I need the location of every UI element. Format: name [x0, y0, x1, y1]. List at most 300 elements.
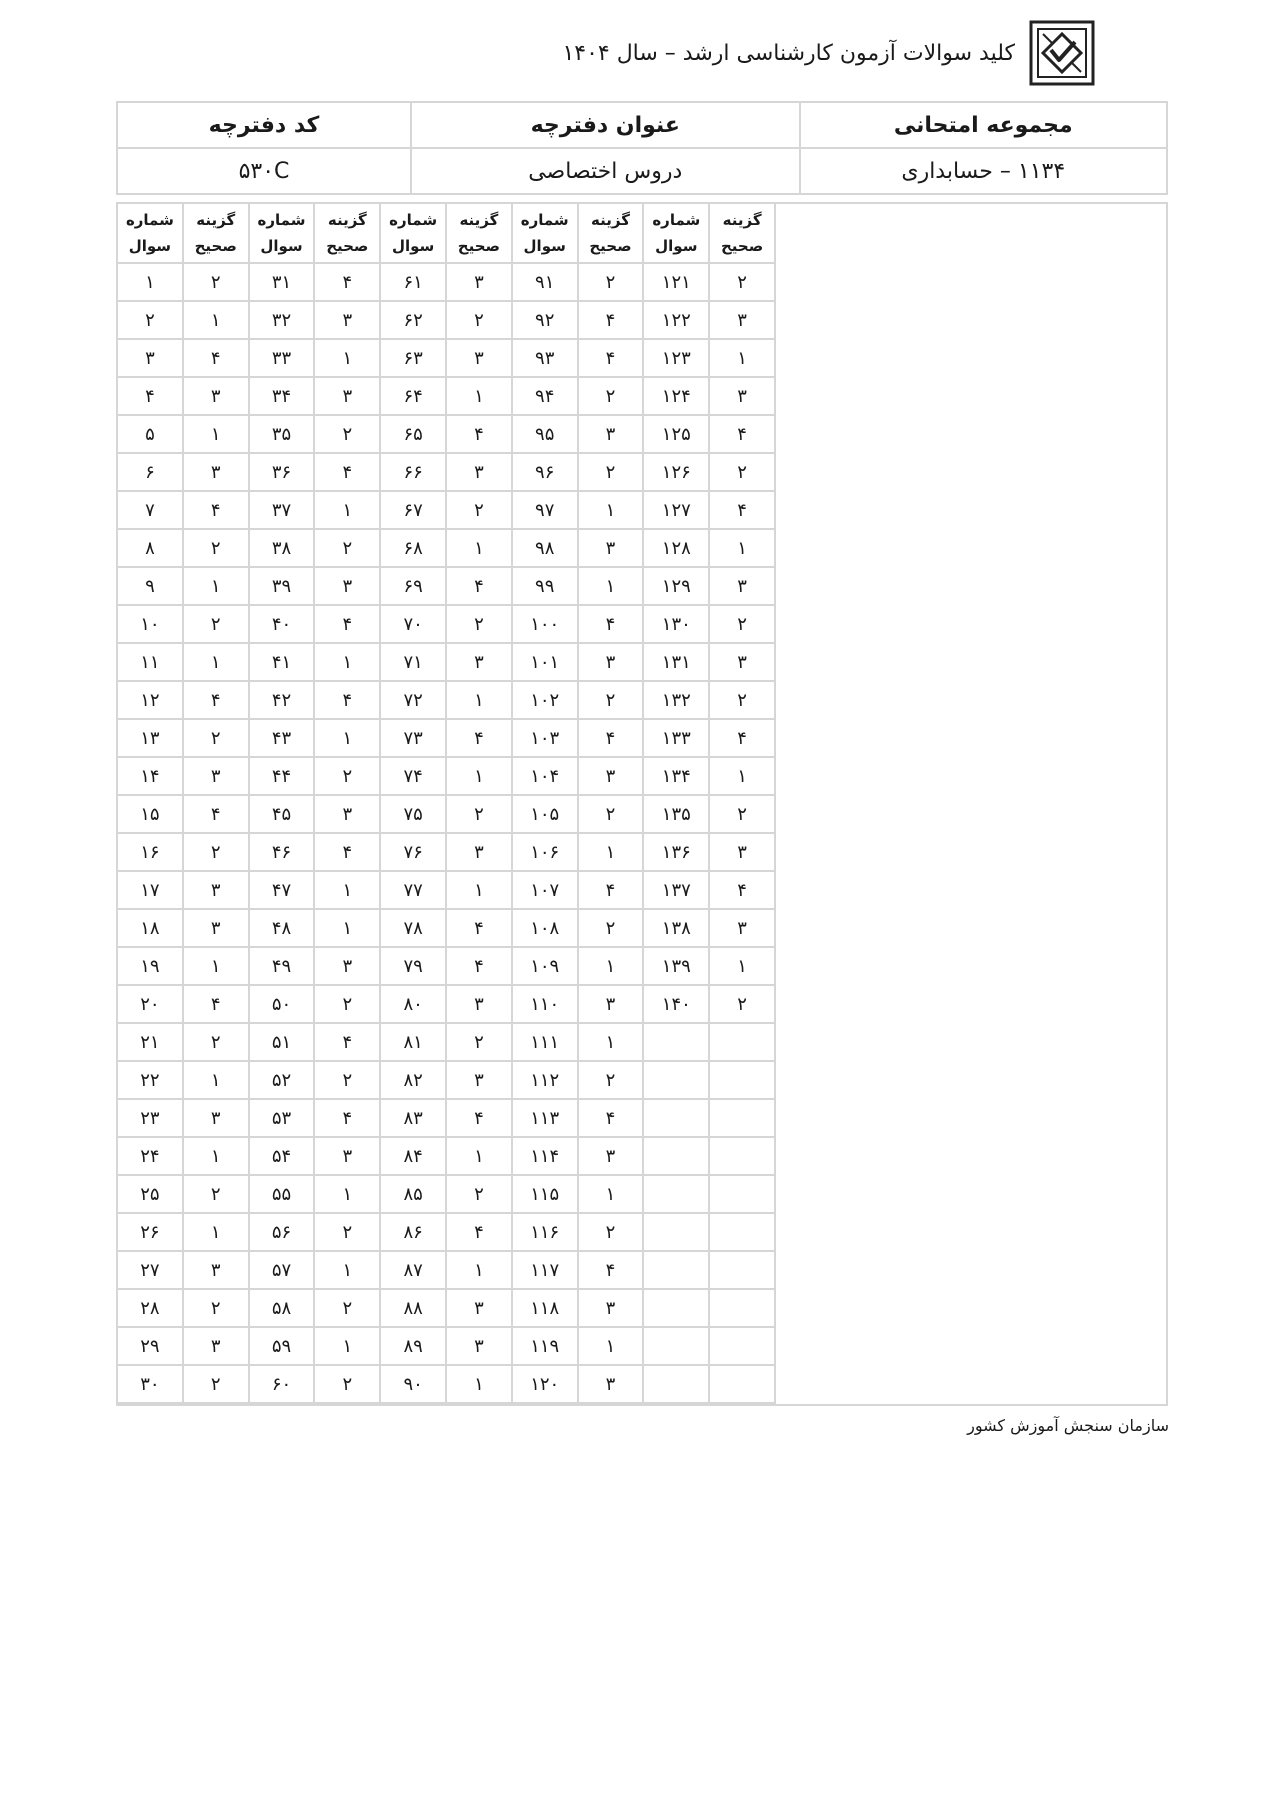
- question-number-cell: ۳۳: [249, 339, 315, 377]
- answer-cell: ۳: [709, 643, 775, 681]
- question-number-cell: ۵۳: [249, 1099, 315, 1137]
- question-col-header: شماره سوال: [512, 203, 578, 263]
- answer-col-header: گزینه صحیح: [183, 203, 249, 263]
- question-number-cell: ۹۸: [512, 529, 578, 567]
- question-number-cell: [643, 1289, 709, 1327]
- question-number-cell: ۱۲۴: [643, 377, 709, 415]
- answer-cell: ۱: [578, 1023, 644, 1061]
- answer-cell: ۳: [578, 415, 644, 453]
- answer-cell: ۴: [314, 681, 380, 719]
- question-number-cell: ۶۴: [380, 377, 446, 415]
- question-number-cell: ۷۸: [380, 909, 446, 947]
- answer-cell: ۱: [183, 301, 249, 339]
- answer-cell: ۲: [709, 985, 775, 1023]
- question-number-cell: ۷: [117, 491, 183, 529]
- table-row: [117, 681, 775, 719]
- answer-cell: ۲: [183, 1023, 249, 1061]
- answer-cell: ۴: [446, 415, 512, 453]
- question-number-cell: ۹۰: [380, 1365, 446, 1403]
- question-number-cell: ۱۲۰: [512, 1365, 578, 1403]
- question-number-cell: ۱۳۷: [643, 871, 709, 909]
- answer-cell: ۲: [183, 605, 249, 643]
- question-number-cell: ۶۹: [380, 567, 446, 605]
- answer-cell: ۱: [446, 1137, 512, 1175]
- answer-cell: ۴: [314, 263, 380, 301]
- question-number-cell: ۳۴: [249, 377, 315, 415]
- question-number-cell: ۷۴: [380, 757, 446, 795]
- booklet-title-value: دروس اختصاصی: [411, 148, 800, 194]
- question-number-cell: ۸۲: [380, 1061, 446, 1099]
- answer-cell: [709, 1137, 775, 1175]
- question-number-cell: ۱۱۴: [512, 1137, 578, 1175]
- answer-cell: ۴: [578, 1251, 644, 1289]
- answer-cell: ۱: [183, 567, 249, 605]
- answer-cell: ۲: [314, 1213, 380, 1251]
- answer-cell: ۳: [314, 947, 380, 985]
- question-col-header: شماره سوال: [380, 203, 446, 263]
- question-number-cell: ۹۳: [512, 339, 578, 377]
- table-row: [117, 871, 775, 909]
- question-number-cell: ۴۳: [249, 719, 315, 757]
- answer-cell: ۲: [183, 529, 249, 567]
- question-number-cell: ۵۵: [249, 1175, 315, 1213]
- answer-cell: ۲: [578, 681, 644, 719]
- question-number-cell: ۱۳۸: [643, 909, 709, 947]
- answer-cell: ۲: [709, 263, 775, 301]
- answer-cell: ۱: [183, 1061, 249, 1099]
- answer-cell: ۳: [314, 567, 380, 605]
- question-number-cell: ۳۸: [249, 529, 315, 567]
- table-row: [117, 605, 775, 643]
- answer-cell: ۴: [578, 605, 644, 643]
- question-number-cell: ۱۲: [117, 681, 183, 719]
- answer-cell: ۲: [578, 263, 644, 301]
- answer-cell: ۳: [183, 453, 249, 491]
- table-row: [117, 529, 775, 567]
- answer-cell: ۳: [578, 1365, 644, 1403]
- answer-cell: ۳: [183, 377, 249, 415]
- question-number-cell: ۴۰: [249, 605, 315, 643]
- table-row: [117, 1061, 775, 1099]
- question-number-cell: ۲۳: [117, 1099, 183, 1137]
- answer-cell: ۴: [183, 795, 249, 833]
- answer-cell: ۳: [578, 1289, 644, 1327]
- table-row: [117, 491, 775, 529]
- question-number-cell: ۱۸: [117, 909, 183, 947]
- question-number-cell: ۱۹: [117, 947, 183, 985]
- answer-cell: ۳: [446, 833, 512, 871]
- answer-cell: ۳: [709, 909, 775, 947]
- answer-cell: ۴: [314, 833, 380, 871]
- answer-cell: ۲: [578, 1061, 644, 1099]
- question-number-cell: ۷۷: [380, 871, 446, 909]
- answer-cell: ۴: [314, 605, 380, 643]
- answer-cell: ۴: [446, 1099, 512, 1137]
- table-row: [117, 1365, 775, 1403]
- question-number-cell: ۳۵: [249, 415, 315, 453]
- answer-cell: ۳: [446, 643, 512, 681]
- answer-cell: ۴: [446, 719, 512, 757]
- answer-cell: ۴: [314, 1023, 380, 1061]
- answer-cell: ۲: [446, 605, 512, 643]
- question-number-cell: ۱۳۲: [643, 681, 709, 719]
- booklet-code-header: کد دفترچه: [117, 102, 411, 148]
- answer-key-body: [117, 263, 775, 1403]
- table-row: [117, 1289, 775, 1327]
- answer-cell: ۲: [446, 301, 512, 339]
- answer-cell: ۱: [446, 377, 512, 415]
- answer-cell: ۱: [709, 529, 775, 567]
- answer-cell: ۳: [314, 301, 380, 339]
- question-number-cell: ۱۰۳: [512, 719, 578, 757]
- question-number-cell: ۸۴: [380, 1137, 446, 1175]
- table-row: [117, 453, 775, 491]
- answer-cell: ۳: [446, 1061, 512, 1099]
- answer-cell: ۴: [578, 301, 644, 339]
- question-number-cell: ۸۳: [380, 1099, 446, 1137]
- question-number-cell: ۸۷: [380, 1251, 446, 1289]
- question-number-cell: ۲: [117, 301, 183, 339]
- answer-key-header-row: [117, 203, 775, 263]
- info-header-row: [117, 102, 1167, 148]
- question-number-cell: ۱۳: [117, 719, 183, 757]
- answer-cell: ۲: [183, 833, 249, 871]
- answer-cell: ۴: [578, 719, 644, 757]
- exam-info-table: [116, 101, 1168, 195]
- page-title: کلید سوالات آزمون کارشناسی ارشد – سال ۱۴۰۴: [562, 40, 1015, 66]
- question-number-cell: ۵۰: [249, 985, 315, 1023]
- question-number-cell: ۱۲۵: [643, 415, 709, 453]
- question-col-header: شماره سوال: [249, 203, 315, 263]
- question-number-cell: ۴۲: [249, 681, 315, 719]
- answer-cell: ۱: [183, 1213, 249, 1251]
- answer-cell: ۴: [709, 491, 775, 529]
- question-number-cell: ۹۴: [512, 377, 578, 415]
- exam-group-value: ۱۱۳۴ – حسابداری: [800, 148, 1168, 194]
- answer-cell: ۳: [314, 795, 380, 833]
- footer-org: سازمان سنجش آموزش کشور: [967, 1416, 1169, 1435]
- question-number-cell: ۳۶: [249, 453, 315, 491]
- table-row: [117, 1213, 775, 1251]
- question-number-cell: ۵۸: [249, 1289, 315, 1327]
- answer-cell: ۱: [314, 1175, 380, 1213]
- answer-cell: ۳: [446, 1327, 512, 1365]
- answer-cell: ۲: [183, 263, 249, 301]
- question-number-cell: ۲۸: [117, 1289, 183, 1327]
- question-number-cell: ۱۰۶: [512, 833, 578, 871]
- answer-cell: ۲: [709, 453, 775, 491]
- answer-cell: ۲: [314, 415, 380, 453]
- answer-cell: ۱: [709, 339, 775, 377]
- table-row: [117, 1251, 775, 1289]
- answer-cell: ۱: [446, 681, 512, 719]
- answer-cell: ۴: [183, 339, 249, 377]
- answer-cell: [709, 1327, 775, 1365]
- question-number-cell: ۹۵: [512, 415, 578, 453]
- answer-cell: ۳: [183, 1327, 249, 1365]
- question-number-cell: ۱۲۹: [643, 567, 709, 605]
- question-number-cell: ۱۳۹: [643, 947, 709, 985]
- question-number-cell: ۱۱۸: [512, 1289, 578, 1327]
- answer-cell: ۳: [578, 757, 644, 795]
- answer-cell: ۱: [446, 757, 512, 795]
- answer-cell: ۲: [183, 719, 249, 757]
- answer-cell: ۳: [314, 1137, 380, 1175]
- question-number-cell: ۵: [117, 415, 183, 453]
- answer-cell: ۱: [578, 567, 644, 605]
- answer-cell: ۱: [314, 719, 380, 757]
- question-number-cell: ۱۱: [117, 643, 183, 681]
- question-number-cell: ۱۳۵: [643, 795, 709, 833]
- question-number-cell: ۱۲۸: [643, 529, 709, 567]
- answer-cell: ۴: [446, 567, 512, 605]
- table-row: [117, 415, 775, 453]
- question-number-cell: ۱: [117, 263, 183, 301]
- question-number-cell: ۱۳۱: [643, 643, 709, 681]
- table-row: [117, 1137, 775, 1175]
- question-number-cell: [643, 1213, 709, 1251]
- question-number-cell: ۱۳۰: [643, 605, 709, 643]
- question-col-header: شماره سوال: [643, 203, 709, 263]
- table-row: [117, 947, 775, 985]
- question-number-cell: ۱۶: [117, 833, 183, 871]
- answer-cell: ۳: [709, 833, 775, 871]
- question-number-cell: ۹۱: [512, 263, 578, 301]
- answer-cell: ۲: [709, 605, 775, 643]
- answer-cell: ۳: [709, 567, 775, 605]
- question-number-cell: ۴۵: [249, 795, 315, 833]
- answer-cell: ۴: [709, 871, 775, 909]
- answer-cell: ۴: [183, 491, 249, 529]
- question-number-cell: [643, 1365, 709, 1403]
- answer-col-header: گزینه صحیح: [709, 203, 775, 263]
- question-number-cell: [643, 1327, 709, 1365]
- answer-cell: ۱: [446, 529, 512, 567]
- answer-cell: [709, 1289, 775, 1327]
- answer-cell: [709, 1251, 775, 1289]
- question-number-cell: [643, 1099, 709, 1137]
- answer-cell: ۱: [314, 1251, 380, 1289]
- question-number-cell: ۷۶: [380, 833, 446, 871]
- answer-cell: ۳: [183, 871, 249, 909]
- table-row: [117, 757, 775, 795]
- question-number-cell: ۴۹: [249, 947, 315, 985]
- answer-cell: ۱: [183, 643, 249, 681]
- question-number-cell: ۹۷: [512, 491, 578, 529]
- answer-cell: ۱: [709, 947, 775, 985]
- answer-cell: ۱: [578, 1327, 644, 1365]
- answer-cell: [709, 1023, 775, 1061]
- question-number-cell: ۲۱: [117, 1023, 183, 1061]
- question-number-cell: ۳۷: [249, 491, 315, 529]
- question-number-cell: ۵۶: [249, 1213, 315, 1251]
- question-number-cell: ۸۰: [380, 985, 446, 1023]
- question-number-cell: ۹: [117, 567, 183, 605]
- answer-cell: ۱: [446, 871, 512, 909]
- answer-cell: ۲: [578, 909, 644, 947]
- question-number-cell: ۱۷: [117, 871, 183, 909]
- answer-cell: ۳: [578, 643, 644, 681]
- answer-cell: ۳: [578, 529, 644, 567]
- table-row: [117, 985, 775, 1023]
- answer-cell: ۱: [578, 833, 644, 871]
- question-number-cell: ۱۲۷: [643, 491, 709, 529]
- answer-cell: ۲: [578, 377, 644, 415]
- question-number-cell: ۱۱۳: [512, 1099, 578, 1137]
- answer-cell: ۲: [446, 491, 512, 529]
- table-row: [117, 1099, 775, 1137]
- question-number-cell: ۶۲: [380, 301, 446, 339]
- question-number-cell: ۸۹: [380, 1327, 446, 1365]
- question-number-cell: ۱۰۵: [512, 795, 578, 833]
- question-number-cell: ۶۰: [249, 1365, 315, 1403]
- answer-cell: ۱: [446, 1365, 512, 1403]
- question-number-cell: ۷۹: [380, 947, 446, 985]
- question-number-cell: ۱۱۱: [512, 1023, 578, 1061]
- question-number-cell: ۴۶: [249, 833, 315, 871]
- answer-cell: ۲: [578, 1213, 644, 1251]
- answer-cell: ۲: [183, 1175, 249, 1213]
- question-number-cell: ۸۵: [380, 1175, 446, 1213]
- answer-cell: ۱: [446, 1251, 512, 1289]
- question-number-cell: ۵۷: [249, 1251, 315, 1289]
- question-number-cell: ۱۴۰: [643, 985, 709, 1023]
- answer-cell: [709, 1365, 775, 1403]
- answer-cell: ۳: [578, 1137, 644, 1175]
- info-value-row: [117, 148, 1167, 194]
- question-number-cell: [643, 1251, 709, 1289]
- table-row: [117, 643, 775, 681]
- answer-cell: [709, 1099, 775, 1137]
- answer-cell: ۱: [578, 947, 644, 985]
- answer-cell: ۲: [446, 795, 512, 833]
- answer-cell: ۲: [709, 681, 775, 719]
- table-row: [117, 909, 775, 947]
- answer-cell: ۴: [446, 1213, 512, 1251]
- table-row: [117, 719, 775, 757]
- answer-cell: ۳: [446, 263, 512, 301]
- question-col-header: شماره سوال: [117, 203, 183, 263]
- question-number-cell: ۱۱۵: [512, 1175, 578, 1213]
- question-number-cell: ۶۱: [380, 263, 446, 301]
- answer-cell: ۲: [446, 1023, 512, 1061]
- answer-cell: ۴: [446, 947, 512, 985]
- question-number-cell: ۲۴: [117, 1137, 183, 1175]
- question-number-cell: [643, 1137, 709, 1175]
- answer-key-table: [116, 202, 776, 1404]
- question-number-cell: ۴۴: [249, 757, 315, 795]
- answer-col-header: گزینه صحیح: [578, 203, 644, 263]
- question-number-cell: ۴۷: [249, 871, 315, 909]
- answer-cell: ۱: [314, 339, 380, 377]
- question-number-cell: ۳۹: [249, 567, 315, 605]
- question-number-cell: ۵۲: [249, 1061, 315, 1099]
- table-row: [117, 567, 775, 605]
- question-number-cell: ۲۷: [117, 1251, 183, 1289]
- question-number-cell: ۲۵: [117, 1175, 183, 1213]
- question-number-cell: ۳۰: [117, 1365, 183, 1403]
- answer-cell: ۲: [709, 795, 775, 833]
- question-number-cell: ۱۱۲: [512, 1061, 578, 1099]
- answer-col-header: گزینه صحیح: [446, 203, 512, 263]
- answer-cell: ۴: [578, 871, 644, 909]
- answer-cell: ۲: [314, 1365, 380, 1403]
- question-number-cell: ۱۲۳: [643, 339, 709, 377]
- table-row: [117, 795, 775, 833]
- question-number-cell: ۹۹: [512, 567, 578, 605]
- answer-cell: ۳: [446, 339, 512, 377]
- answer-cell: ۲: [314, 757, 380, 795]
- answer-cell: ۲: [578, 795, 644, 833]
- answer-cell: ۴: [446, 909, 512, 947]
- answer-cell: [709, 1061, 775, 1099]
- question-number-cell: ۱۲۱: [643, 263, 709, 301]
- answer-cell: [709, 1213, 775, 1251]
- answer-cell: ۲: [314, 1061, 380, 1099]
- question-number-cell: ۲۶: [117, 1213, 183, 1251]
- question-number-cell: ۱۰۱: [512, 643, 578, 681]
- question-number-cell: ۵۴: [249, 1137, 315, 1175]
- question-number-cell: [643, 1175, 709, 1213]
- answer-cell: ۳: [183, 909, 249, 947]
- question-number-cell: ۶۷: [380, 491, 446, 529]
- answer-cell: ۲: [183, 1289, 249, 1327]
- answer-cell: ۳: [709, 377, 775, 415]
- answer-cell: ۳: [578, 985, 644, 1023]
- answer-cell: ۳: [314, 377, 380, 415]
- question-number-cell: ۷۲: [380, 681, 446, 719]
- question-number-cell: ۱۱۶: [512, 1213, 578, 1251]
- question-number-cell: ۲۰: [117, 985, 183, 1023]
- booklet-code-value: ۵۳۰C: [117, 148, 411, 194]
- question-number-cell: ۱۲۶: [643, 453, 709, 491]
- answer-cell: ۲: [183, 1365, 249, 1403]
- answer-cell: ۴: [183, 681, 249, 719]
- table-row: [117, 263, 775, 301]
- question-number-cell: ۱۱۷: [512, 1251, 578, 1289]
- answer-cell: ۴: [183, 985, 249, 1023]
- answer-cell: ۱: [578, 1175, 644, 1213]
- answer-cell: ۲: [578, 453, 644, 491]
- answer-cell: [709, 1175, 775, 1213]
- question-number-cell: ۵۱: [249, 1023, 315, 1061]
- question-number-cell: ۴۱: [249, 643, 315, 681]
- answer-cell: ۳: [709, 301, 775, 339]
- question-number-cell: ۸۶: [380, 1213, 446, 1251]
- answer-cell: ۴: [709, 415, 775, 453]
- document-header: [500, 18, 1095, 88]
- answer-cell: ۴: [578, 339, 644, 377]
- answer-cell: ۱: [183, 947, 249, 985]
- sanjesh-logo-icon: [1029, 20, 1095, 86]
- question-number-cell: ۵۹: [249, 1327, 315, 1365]
- answer-cell: ۱: [183, 1137, 249, 1175]
- answer-cell: ۴: [578, 1099, 644, 1137]
- question-number-cell: ۸۱: [380, 1023, 446, 1061]
- answer-cell: ۴: [314, 453, 380, 491]
- question-number-cell: ۴: [117, 377, 183, 415]
- question-number-cell: ۷۰: [380, 605, 446, 643]
- question-number-cell: ۸۸: [380, 1289, 446, 1327]
- answer-cell: ۴: [314, 1099, 380, 1137]
- answer-cell: ۳: [183, 757, 249, 795]
- answer-cell: ۱: [314, 1327, 380, 1365]
- question-number-cell: ۴۸: [249, 909, 315, 947]
- question-number-cell: ۹۲: [512, 301, 578, 339]
- table-row: [117, 301, 775, 339]
- question-number-cell: ۱۳۶: [643, 833, 709, 871]
- question-number-cell: ۱۴: [117, 757, 183, 795]
